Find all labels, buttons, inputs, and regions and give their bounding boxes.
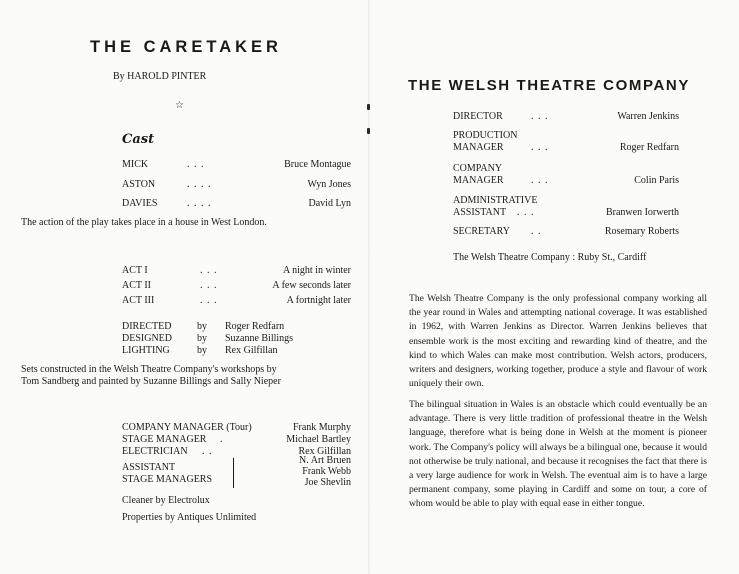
company-title: THE WELSH THEATRE COMPANY	[408, 77, 690, 94]
staff-title: DIRECTOR	[453, 111, 503, 122]
act-time: A few seconds later	[272, 280, 351, 291]
bilingual-paragraph: The bilingual situation in Wales is an obstacle which could eventually be an advantage. There is very little tradition of professional theatre in the Welsh language, therefore what is being done in Welsh at the moment is pioneer work. The Company's policy will always be a bilingual one, because it would not otherwise be truly national, and because it recognises the fact that there is a very large audience for work in Welsh. The eventual aim is to have a large permanent company, some playing in Cardiff and some on tour, a core of whom would be able to play with equal ease in either tongue.	[409, 399, 707, 510]
act-dots: . . .	[200, 265, 218, 276]
assistant-name: Joe Shevlin	[304, 477, 351, 488]
act-label: ACT III	[122, 295, 155, 306]
cast-dots: . . . .	[187, 198, 212, 209]
staff-title: COMPANY	[453, 163, 503, 174]
staff-name: Colin Paris	[634, 175, 679, 186]
assistant-label-line1: ASSISTANT	[122, 462, 176, 473]
play-author: By HAROLD PINTER	[113, 71, 207, 82]
assistant-bracket	[233, 458, 234, 488]
staff-dots: . .	[202, 446, 213, 457]
staff-name: Frank Murphy	[292, 422, 351, 433]
act-time: A night in winter	[282, 265, 351, 276]
staff-title: PRODUCTION	[453, 130, 518, 141]
assistant-name: N. Art Bruen	[299, 455, 351, 466]
properties-credit: Properties by Antiques Unlimited	[122, 512, 257, 523]
staff-dots: . . .	[531, 142, 549, 153]
cast-role: MICK	[122, 159, 149, 170]
crew-name: Roger Redfarn	[225, 321, 285, 332]
cast-dots: . . . .	[187, 179, 212, 190]
act-time: A fortnight later	[286, 295, 351, 306]
staff-title: SECRETARY	[453, 226, 510, 237]
crew-by: by	[197, 345, 207, 356]
crew-name: Suzanne Billings	[225, 333, 294, 344]
staff-dots: . . .	[531, 111, 549, 122]
crew-name: Rex Gilfillan	[225, 345, 278, 356]
cast-actor: Bruce Montague	[284, 159, 351, 170]
crew-job: LIGHTING	[122, 345, 170, 356]
staff-dots: .	[220, 434, 224, 445]
staff-title: ASSISTANT	[453, 207, 507, 218]
sets-credit-line2: Tom Sandberg and painted by Suzanne Billings and Sally Nieper	[21, 376, 281, 387]
staff-dots: . . .	[517, 207, 535, 218]
staff-title: ADMINISTRATIVE	[453, 195, 538, 206]
right-page	[369, 0, 739, 574]
crew-by: by	[197, 321, 207, 332]
assistant-label-line2: STAGE MANAGERS	[122, 474, 213, 485]
crew-by: by	[197, 333, 207, 344]
cast-role: DAVIES	[122, 198, 158, 209]
cast-heading: Cast	[122, 132, 155, 147]
staff-title: MANAGER	[453, 142, 504, 153]
intro-paragraph: The Welsh Theatre Company is the only professional company working all the year round in Wales and attempting national coverage. It was established in 1962, with Warren Jenkins as Director. Warren Jenkins believes that ensemble work is the most exciting and rewarding kind of theatre, and the kind to which Wales can make most contribution. Welsh actors, producers, writers and designers, working together, produce a style and flavour of work uniquely their own.	[409, 293, 707, 390]
staff-dots: . . .	[531, 175, 549, 186]
cast-dots: . . .	[187, 159, 205, 170]
cleaner-credit: Cleaner by Electrolux	[122, 495, 210, 506]
play-title: THE CARETAKER	[90, 38, 282, 56]
staff-name: Michael Bartley	[286, 434, 351, 445]
staff-title: MANAGER	[453, 175, 504, 186]
act-label: ACT II	[122, 280, 151, 291]
crew-job: DESIGNED	[122, 333, 172, 344]
sets-credit-line1: Sets constructed in the Welsh Theatre Company's workshops by	[21, 364, 277, 375]
staff-role: ELECTRICIAN	[122, 446, 188, 457]
crew-job: DIRECTED	[122, 321, 172, 332]
left-page	[0, 0, 369, 574]
cast-actor: Wyn Jones	[307, 179, 351, 190]
act-dots: . . .	[200, 280, 218, 291]
cast-actor: David Lyn	[308, 198, 351, 209]
cast-role: ASTON	[122, 179, 156, 190]
act-dots: . . .	[200, 295, 218, 306]
staff-name: Branwen Iorwerth	[605, 207, 679, 218]
act-label: ACT I	[122, 265, 148, 276]
staff-role: STAGE MANAGER	[122, 434, 207, 445]
staff-role: COMPANY MANAGER (Tour)	[122, 422, 252, 433]
setting-note: The action of the play takes place in a house in West London.	[21, 217, 267, 228]
star-ornament-icon: ☆	[175, 100, 184, 111]
staff-name: Warren Jenkins	[617, 111, 679, 122]
staff-name: Roger Redfarn	[619, 142, 679, 153]
staff-name: Rosemary Roberts	[604, 226, 679, 237]
assistant-name: Frank Webb	[302, 466, 351, 477]
staff-name: Rex Gilfillan	[298, 446, 351, 457]
staff-dots: . .	[531, 226, 542, 237]
company-address: The Welsh Theatre Company : Ruby St., Cardiff	[453, 252, 647, 263]
